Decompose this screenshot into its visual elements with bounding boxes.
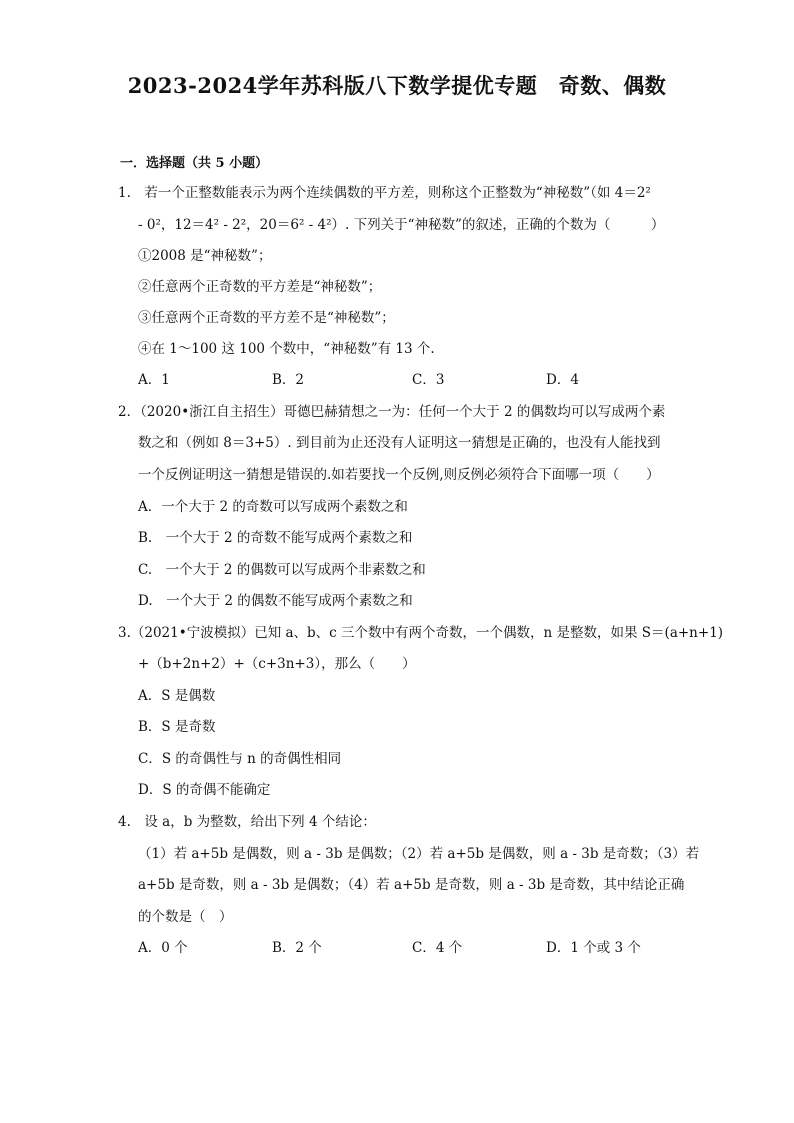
q2-option-b[interactable]: B. 一个大于 2 的奇数不能写成两个素数之和 [138, 530, 413, 546]
q4-line-1: 4. 设 a，b 为整数，给出下列 4 个结论： [118, 814, 376, 830]
q1-statement-4: ④在 1～100 这 100 个数中，“神秘数”有 13 个. [138, 341, 435, 357]
q4-option-d[interactable]: D．1 个或 3 个 [546, 940, 641, 956]
q2-option-d[interactable]: D. 一个大于 2 的偶数不能写成两个素数之和 [138, 593, 413, 609]
q2-option-c[interactable]: C. 一个大于 2 的偶数可以写成两个非素数之和 [138, 562, 426, 578]
q1-statement-1: ①2008 是“神秘数”； [138, 248, 272, 264]
q1-option-a[interactable]: A．1 [138, 372, 170, 388]
q2-line-2: 数之和（例如 8＝3+5）. 到目前为止还没有人证明这一猜想是正确的，也没有人能找到 [138, 435, 661, 451]
q4-option-b[interactable]: B．2 个 [272, 940, 322, 956]
q2-line-1: 2．（2020•浙江自主招生）哥德巴赫猜想之一为：任何一个大于 2 的偶数均可以写成两个素 [118, 404, 666, 420]
q3-option-c[interactable]: C．S 的奇偶性与 n 的奇偶性相同 [138, 751, 342, 767]
section-heading: 一．选择题（共 5 小题） [120, 156, 269, 171]
q2-line-3: 一个反例证明这一猜想是错误的.如若要找一个反例,则反例必须符合下面哪一项（ ） [138, 467, 660, 483]
q4-option-a[interactable]: A．0 个 [138, 940, 188, 956]
q1-option-b[interactable]: B．2 [272, 372, 305, 388]
q4-line-3: a+5b 是奇数，则 a - 3b 是偶数；（4）若 a+5b 是奇数，则 a - 3b 是奇数，其中结论正确 [138, 877, 685, 893]
q1-line-1: 1. 若一个正整数能表示为两个连续偶数的平方差，则称这个正整数为“神秘数”（如 4＝2² [118, 185, 651, 201]
q4-line-2: （1）若 a+5b 是偶数，则 a - 3b 是偶数；（2）若 a+5b 是偶数，则 a - 3b 是奇数；（3）若 [138, 846, 700, 862]
q1-option-c[interactable]: C．3 [412, 372, 445, 388]
q3-line-2: +（b+2n+2）+（c+3n+3），那么（ ） [138, 656, 416, 672]
q1-option-d[interactable]: D．4 [546, 372, 579, 388]
q1-statement-3: ③任意两个正奇数的平方差不是“神秘数”； [138, 310, 395, 326]
q2-option-a[interactable]: A．一个大于 2 的奇数可以写成两个素数之和 [138, 499, 408, 515]
q3-option-a[interactable]: A．S 是偶数 [138, 688, 216, 704]
page-title: 2023-2024学年苏科版八下数学提优专题 奇数、偶数 [127, 73, 667, 98]
q3-line-1: 3.（2021•宁波模拟）已知 a、b、c 三个数中有两个奇数，一个偶数，n 是整数，如果 S＝(a+n+1) [118, 625, 724, 641]
q4-line-4: 的个数是（ ） [138, 909, 233, 925]
q1-statement-2: ②任意两个正奇数的平方差是“神秘数”； [138, 279, 382, 295]
q3-option-b[interactable]: B．S 是奇数 [138, 719, 216, 735]
q3-option-d[interactable]: D．S 的奇偶不能确定 [138, 782, 271, 798]
q1-line-2: - 0²，12＝4² - 2²，20＝6² - 4²）. 下列关于“神秘数”的叙述，正确的个数为（ ） [138, 217, 665, 233]
q4-option-c[interactable]: C．4 个 [412, 940, 463, 956]
